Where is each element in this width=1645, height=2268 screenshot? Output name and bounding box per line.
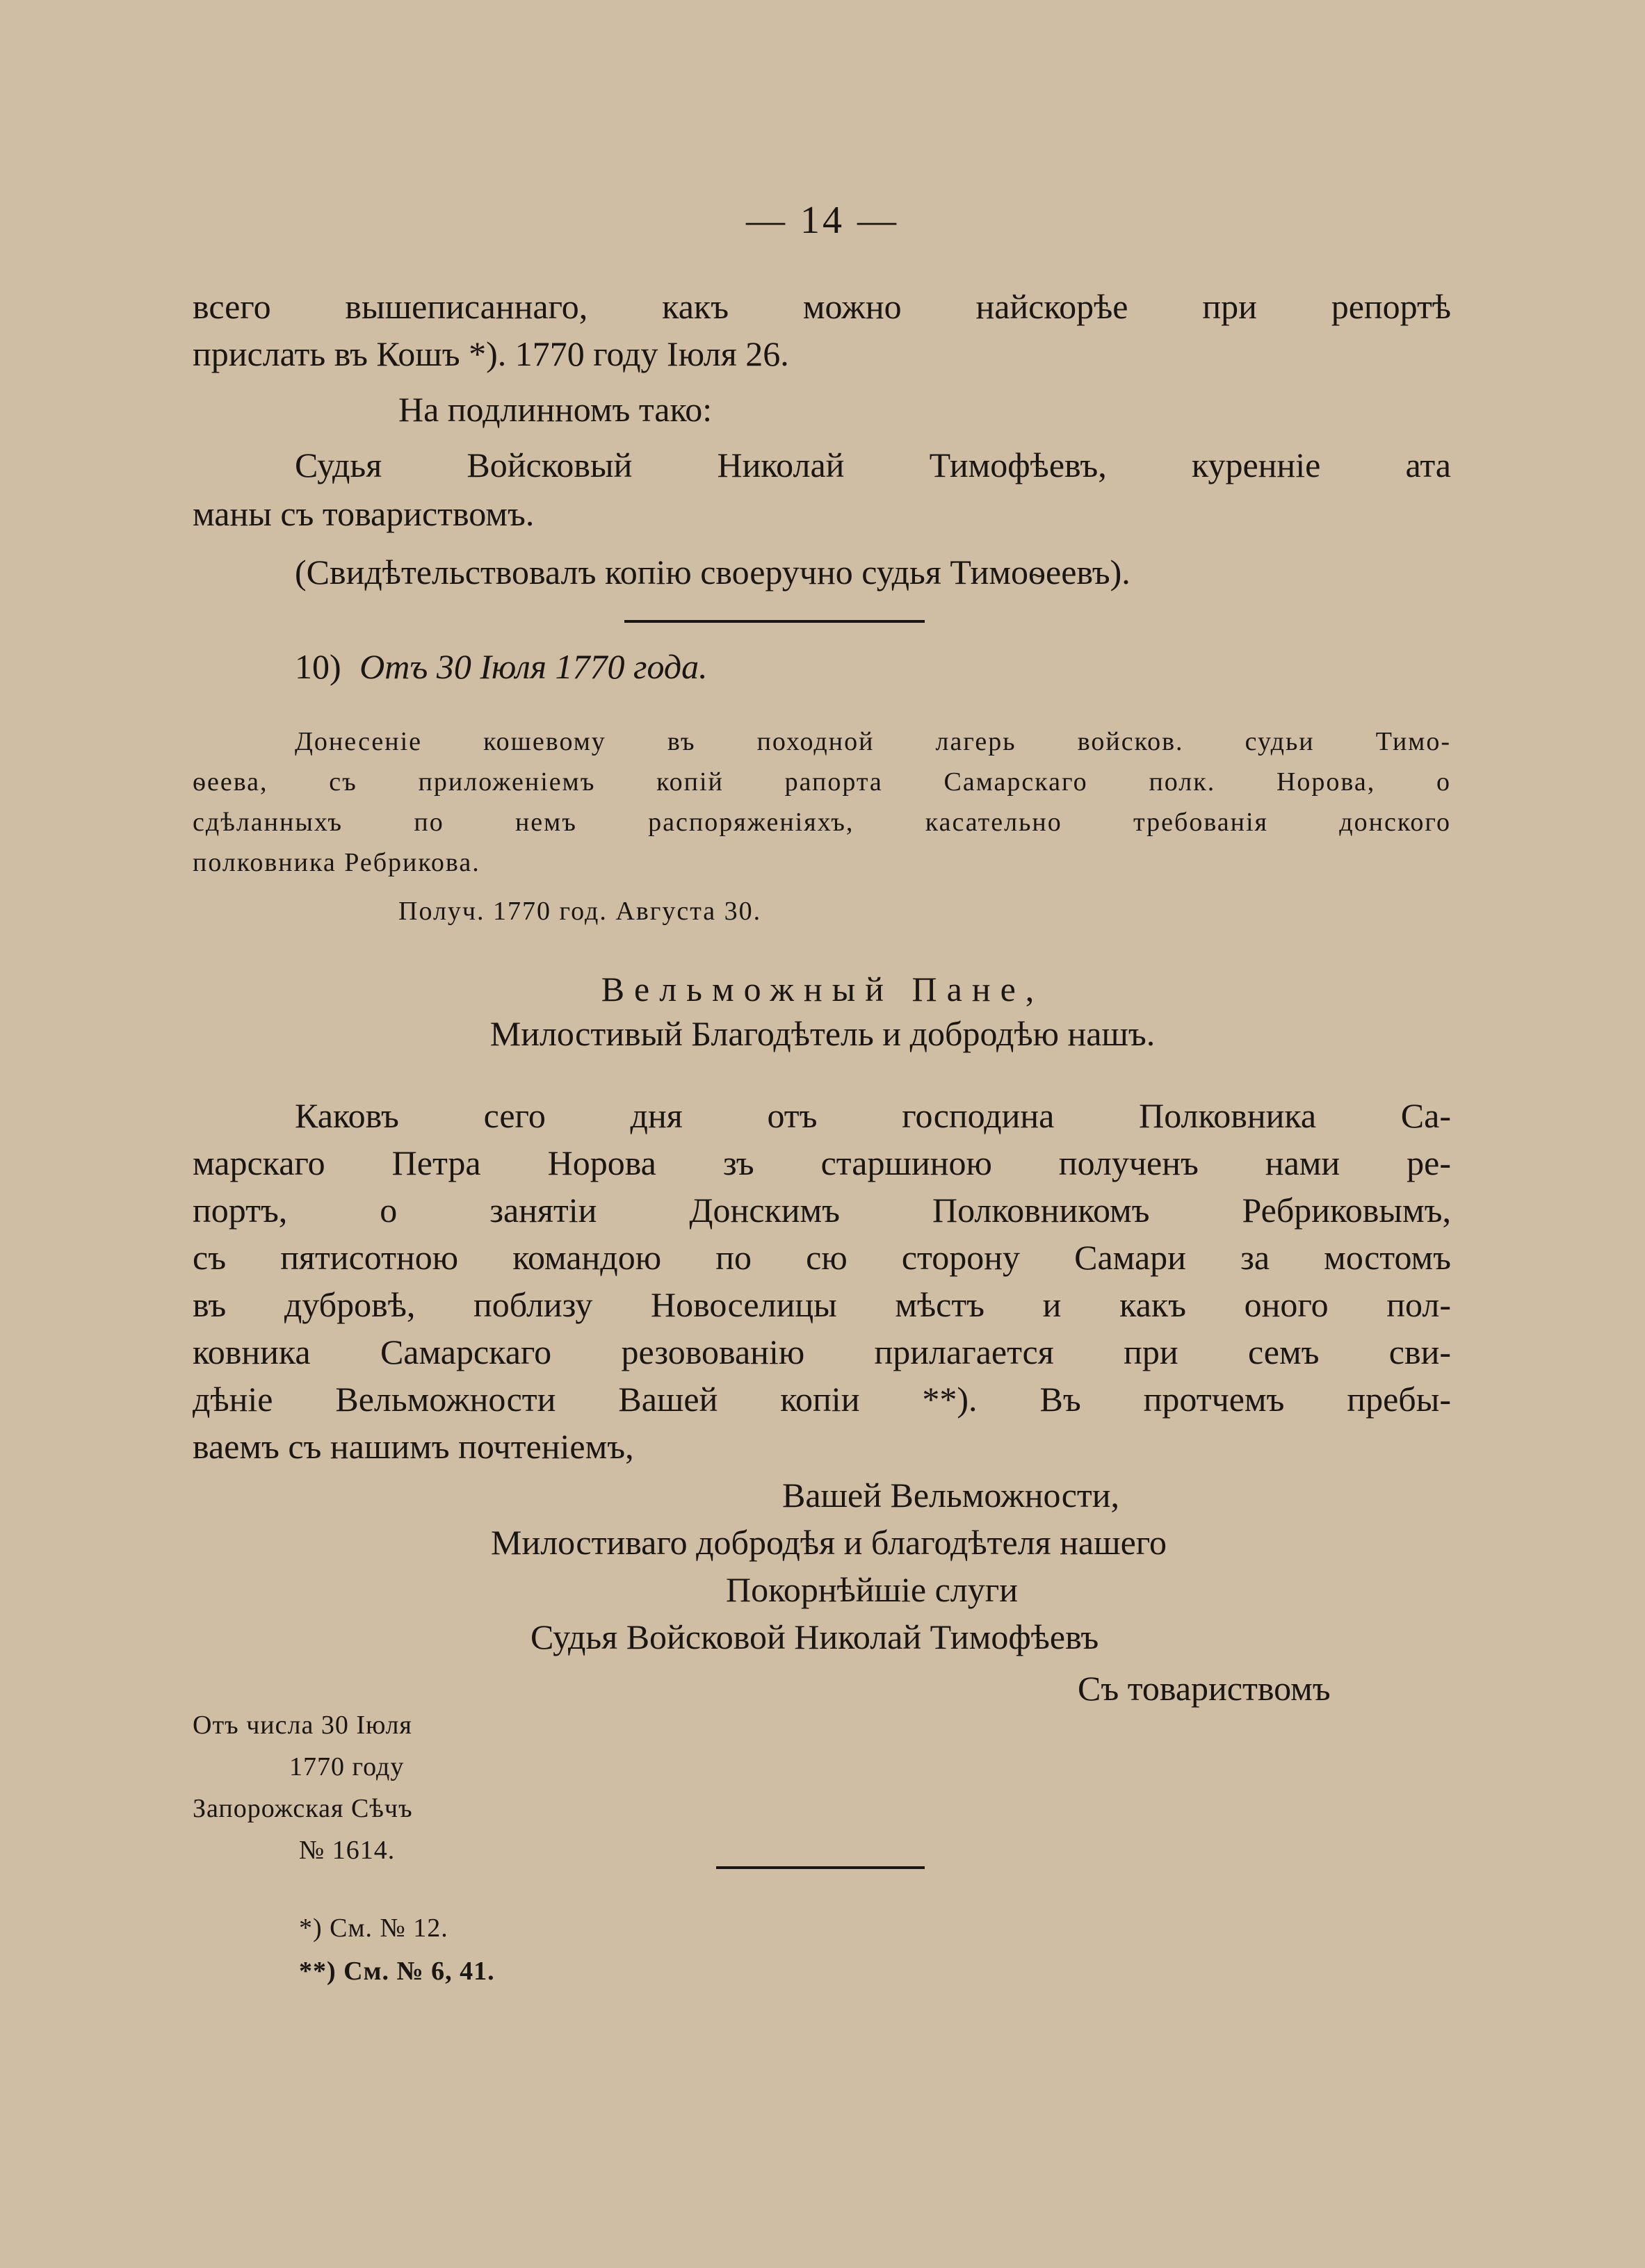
closing-line-1: Вашей Вельможности, xyxy=(782,1476,1120,1515)
salutation-line-2: Милостивый Благодѣтель и добродѣю нашъ. xyxy=(489,1014,1156,1053)
original-note: На подлинномъ тако: xyxy=(398,390,713,429)
doc-title: Отъ 30 Іюля 1770 года. xyxy=(359,647,708,686)
signature-line-1: Судья Войсковый Николай Тимофѣевъ, куренніе ата xyxy=(295,446,1451,484)
dateline-line-4: № 1614. xyxy=(299,1836,396,1865)
closing-line-5: Съ товариствомъ xyxy=(1078,1669,1331,1708)
intro-line-1: всего вышеписаннаго, какъ можно найскорѣе при репортѣ xyxy=(193,287,1451,326)
doc-header xyxy=(295,645,708,688)
intro-line-2: прислать въ Кошъ *). 1770 году Іюля 26. xyxy=(193,334,789,373)
closing-line-4: Судья Войсковой Николай Тимофѣевъ xyxy=(530,1617,1099,1656)
letter-line-8: ваемъ съ нашимъ почтеніемъ, xyxy=(193,1427,634,1466)
letter-line-7: дѣніе Вельможности Вашей копіи **). Въ протчемъ пребы- xyxy=(193,1380,1451,1419)
dateline-line-3: Запорожская Сѣчъ xyxy=(193,1794,413,1823)
letter-line-6: ковника Самарскаго резовованію прилагается при семъ сви- xyxy=(193,1332,1451,1371)
doc-number: 10) xyxy=(295,647,341,686)
summary-line-1: Донесеніе кошевому въ походной лагерь войсков. судьи Тимо- xyxy=(295,727,1451,756)
summary-line-4: полковника Ребрикова. xyxy=(193,848,480,877)
letter-line-4: съ пятисотною командою по сю сторону Самари за мостомъ xyxy=(193,1238,1451,1277)
summary-line-3: сдѣланныхъ по немъ распоряженіяхъ, касательно требованія донского xyxy=(193,808,1451,837)
section-divider xyxy=(624,620,925,623)
salutation-line-1: Вельможный Пане, xyxy=(601,970,1044,1009)
letter-line-3: портъ, о занятіи Донскимъ Полковникомъ Ребриковымъ, xyxy=(193,1191,1451,1230)
signature-line-2: маны съ товариствомъ. xyxy=(193,494,535,533)
dateline-line-2: 1770 году xyxy=(289,1752,405,1781)
letter-line-1: Каковъ сего дня отъ господина Полковника Са- xyxy=(295,1096,1451,1135)
summary-line-2: ѳеева, съ приложеніемъ копій рапорта Самарскаго полк. Норова, о xyxy=(193,767,1451,797)
footnote-1: *) См. № 12. xyxy=(299,1914,448,1943)
letter-line-2: марскаго Петра Норова зъ старшиною полученъ нами ре- xyxy=(193,1143,1451,1182)
certification-note: (Свидѣтельствовалъ копію своеручно судья Тимоѳеевъ). xyxy=(295,553,1131,592)
closing-line-3: Покорнѣйшіе слуги xyxy=(726,1570,1019,1609)
dateline-line-1: Отъ числа 30 Іюля xyxy=(193,1711,412,1740)
closing-line-2: Милостиваго добродѣя и благодѣтеля нашего xyxy=(491,1523,1167,1562)
letter-line-5: въ дубровѣ, поблизу Новоселицы мѣстъ и какъ оного пол- xyxy=(193,1285,1451,1324)
footnote-divider xyxy=(716,1866,925,1869)
received-note: Получ. 1770 год. Августа 30. xyxy=(398,897,762,926)
page-number: — 14 — xyxy=(746,199,899,242)
footnote-2: **) См. № 6, 41. xyxy=(299,1957,495,1986)
